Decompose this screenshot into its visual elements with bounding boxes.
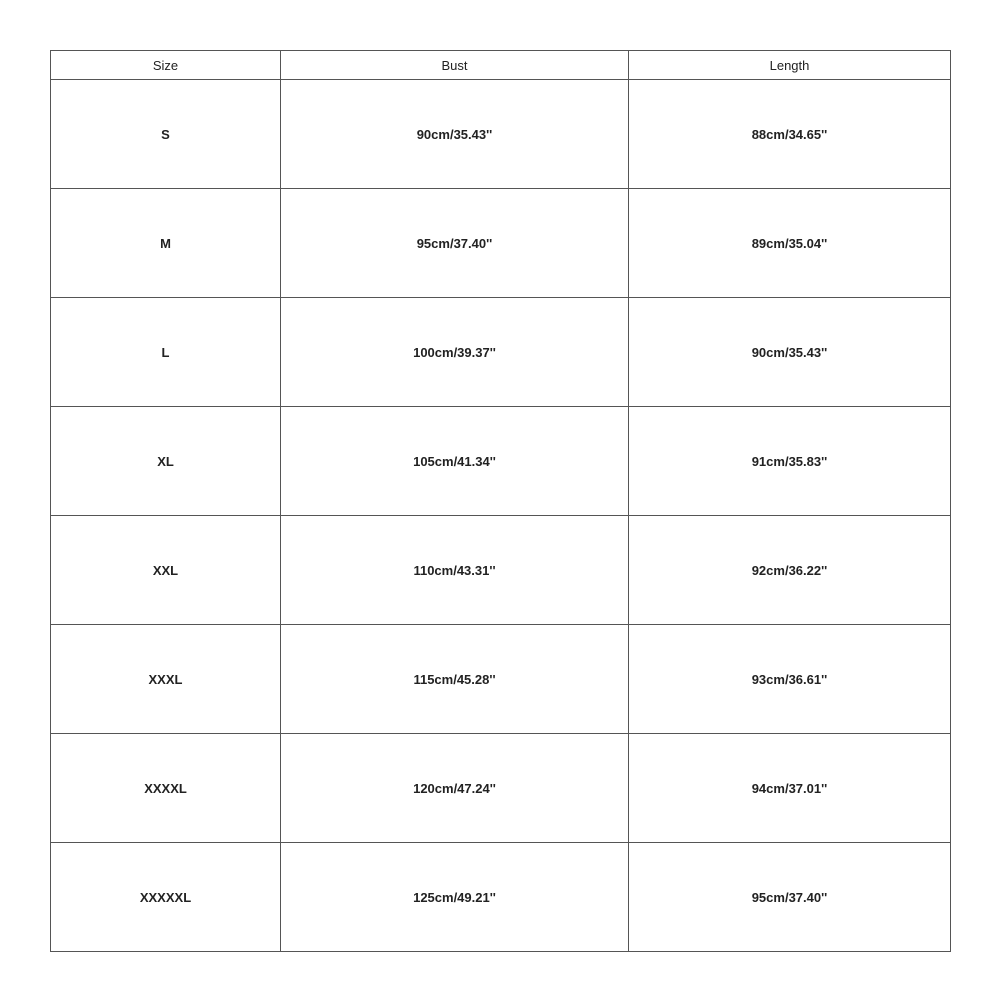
size-cell: XL [51,407,281,516]
length-cell: 92cm/36.22'' [629,516,951,625]
table-row [51,734,951,843]
length-cell: 95cm/37.40'' [629,843,951,952]
header-row [51,51,951,80]
table-header [51,51,951,80]
table-row [51,625,951,734]
table-row [51,843,951,952]
bust-cell: 125cm/49.21'' [281,843,629,952]
table-row [51,516,951,625]
table-body [51,80,951,952]
header-size: Size [51,51,281,80]
header-bust: Bust [281,51,629,80]
table-row [51,80,951,189]
header-length: Length [629,51,951,80]
bust-cell: 110cm/43.31'' [281,516,629,625]
size-cell: XXXL [51,625,281,734]
table-row [51,298,951,407]
length-cell: 89cm/35.04'' [629,189,951,298]
size-cell: XXXXL [51,734,281,843]
bust-cell: 95cm/37.40'' [281,189,629,298]
size-cell: XXL [51,516,281,625]
length-cell: 90cm/35.43'' [629,298,951,407]
bust-cell: 115cm/45.28'' [281,625,629,734]
bust-cell: 120cm/47.24'' [281,734,629,843]
bust-cell: 105cm/41.34'' [281,407,629,516]
size-cell: XXXXXL [51,843,281,952]
length-cell: 88cm/34.65'' [629,80,951,189]
bust-cell: 90cm/35.43'' [281,80,629,189]
bust-cell: 100cm/39.37'' [281,298,629,407]
size-chart-table [50,50,951,952]
table-row [51,189,951,298]
length-cell: 91cm/35.83'' [629,407,951,516]
length-cell: 94cm/37.01'' [629,734,951,843]
length-cell: 93cm/36.61'' [629,625,951,734]
table-row [51,407,951,516]
size-cell: S [51,80,281,189]
size-cell: M [51,189,281,298]
size-cell: L [51,298,281,407]
